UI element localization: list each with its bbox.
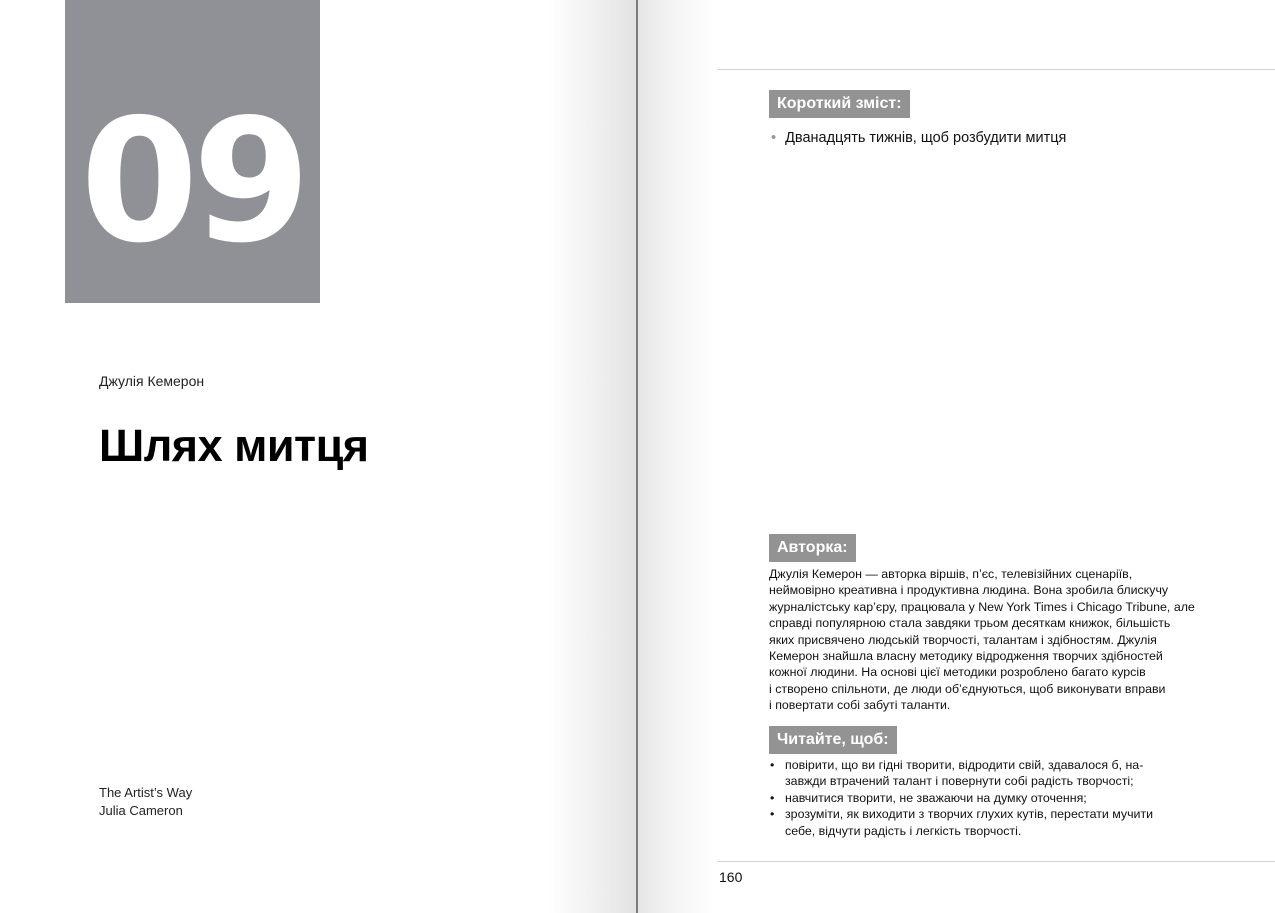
list-item-line: • повірити, що ви гідні творити, відродити свій, здавалося б, на- [785, 758, 1144, 772]
list-item [769, 757, 1153, 790]
summary-item [771, 130, 1066, 146]
author-bio [769, 566, 1209, 714]
list-item [769, 806, 1153, 839]
top-rule [718, 69, 1275, 70]
reasons-label: Читайте, щоб: [769, 726, 897, 754]
book-title: Шлях митця [99, 420, 369, 471]
chapter-number-box [65, 0, 320, 303]
bio-line: справді популярною стала завдяки трьом десяткам книжок, більшість [769, 616, 1171, 631]
page-number: 160 [719, 869, 743, 885]
book-author: Джулія Кемерон [99, 373, 205, 389]
bio-line: Джулія Кемерон — авторка віршів, п’єс, телевізійних сценаріїв, [769, 567, 1133, 581]
bio-line: і створено спільноти, де люди об’єднуються, щоб виконувати вправи [769, 681, 1166, 696]
bio-line: неймовірно креативна і продуктивна людина. Вона зробила блискучу [769, 583, 1169, 598]
list-item [769, 790, 1153, 806]
summary-label: Короткий зміст: [769, 90, 910, 118]
bio-label: Авторка: [769, 534, 856, 562]
bullet-icon: • [771, 130, 777, 146]
bio-line: яких присвячено людській творчості, талантам і здібностям. Джулія [769, 632, 1157, 647]
bottom-rule [718, 861, 1275, 862]
original-author: Julia Cameron [99, 803, 183, 818]
list-item-line: • навчитися творити, не зважаючи на думку оточення; [785, 790, 1087, 805]
list-item-line: себе, відчути радість і легкість творчості. [785, 823, 1022, 838]
right-page [638, 0, 1275, 913]
summary-item-text: Дванадцять тижнів, щоб розбудити митця [785, 130, 1067, 146]
reasons-list [769, 757, 1153, 839]
original-title: The Artist’s Way [99, 785, 193, 800]
bio-line: журналістську кар’єру, працювала у New York Times і Chicago Tribune, але [769, 599, 1195, 614]
chapter-number: 09 [80, 83, 305, 281]
bio-line: і повертати собі забуті таланти. [769, 698, 951, 713]
original-edition-info [99, 784, 192, 820]
list-item-line: • зрозуміти, як виходити з творчих глухих кутів, перестати мучити [785, 807, 1154, 822]
left-page [0, 0, 637, 913]
list-item-line: завжди втрачений талант і повернути собі радість творчості; [785, 774, 1134, 789]
bio-line: кожної людини. На основі цієї методики розроблено багато курсів [769, 665, 1146, 680]
bio-line: Кемерон знайшла власну методику відродження творчих здібностей [769, 649, 1163, 664]
